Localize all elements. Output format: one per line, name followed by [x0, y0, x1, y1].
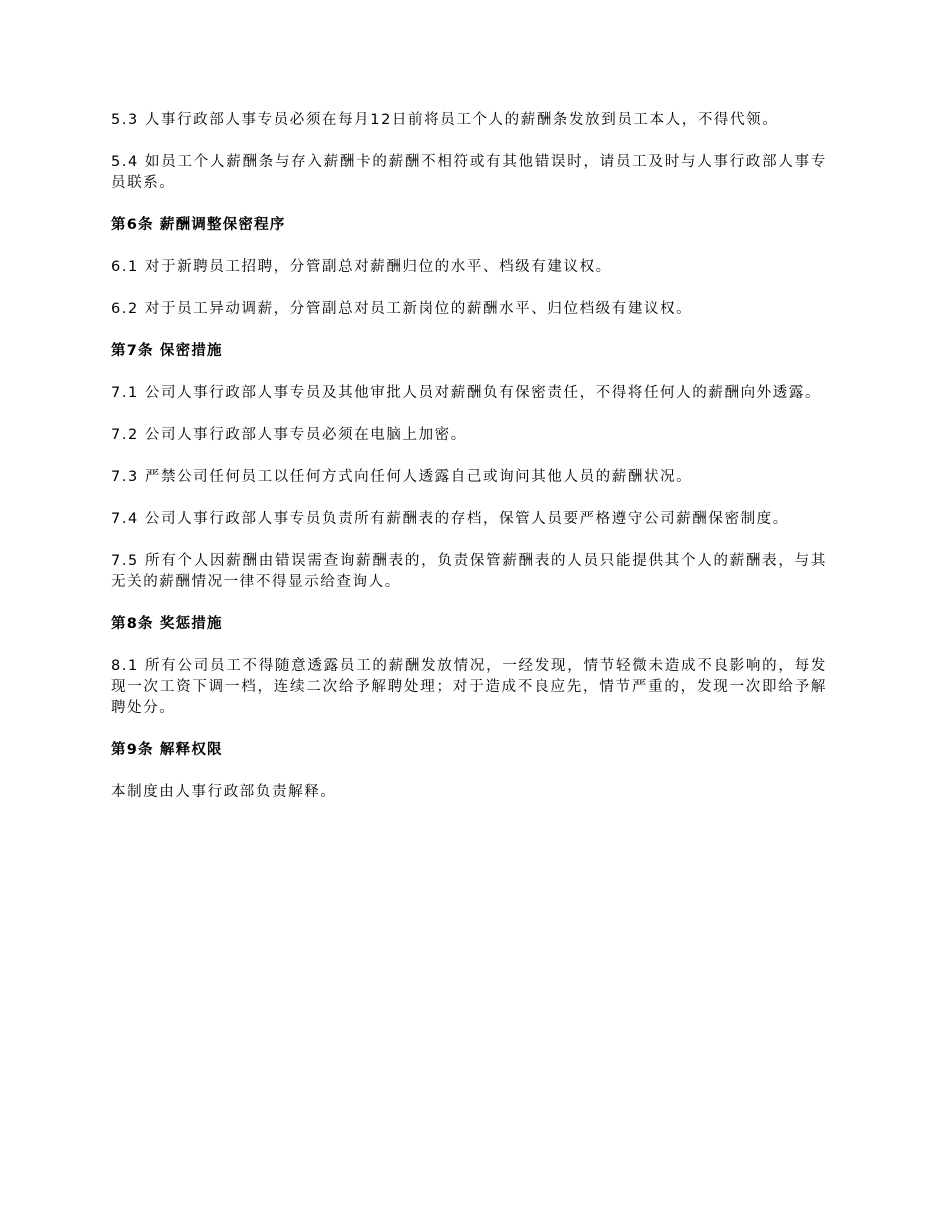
- clause-number: 6.1: [111, 259, 139, 275]
- clause-text: 对于员工异动调薪，分管副总对员工新岗位的薪酬水平、归位档级有建议权。: [144, 301, 693, 317]
- clause-5-4: [111, 152, 827, 194]
- clause-7-4: [111, 509, 827, 530]
- clause-number: 6.2: [111, 301, 139, 317]
- clause-6-2: [111, 299, 827, 320]
- clause-7-3: [111, 467, 827, 488]
- closing-statement: [111, 782, 827, 803]
- clause-number: 8.1: [111, 658, 139, 674]
- clause-number: 7.4: [111, 511, 139, 527]
- clause-text: 人事行政部人事专员必须在每月12日前将员工个人的薪酬条发放到员工本人，不得代领。: [144, 112, 779, 128]
- section-heading-8: 第8条 奖惩措施: [111, 616, 223, 632]
- clause-7-1: [111, 383, 827, 404]
- clause-text: 所有个人因薪酬由错误需查询薪酬表的，负责保管薪酬表的人员只能提供其个人的薪酬表，与其无关的薪酬情况一律不得显示给查询人。: [111, 553, 827, 590]
- section-heading-7: 第7条 保密措施: [111, 343, 223, 359]
- section-heading-6: 第6条 薪酬调整保密程序: [111, 217, 286, 233]
- clause-text: 对于新聘员工招聘，分管副总对薪酬归位的水平、档级有建议权。: [144, 259, 612, 275]
- clause-number: 7.2: [111, 427, 139, 443]
- clause-number: 5.3: [111, 112, 139, 128]
- clause-7-2: [111, 425, 827, 446]
- clause-text: 公司人事行政部人事专员及其他审批人员对薪酬负有保密责任，不得将任何人的薪酬向外透露。: [144, 385, 822, 401]
- clause-number: 7.1: [111, 385, 139, 401]
- clause-text: 本制度由人事行政部负责解释。: [111, 784, 337, 800]
- clause-7-5: [111, 551, 827, 593]
- clause-text: 如员工个人薪酬条与存入薪酬卡的薪酬不相符或有其他错误时，请员工及时与人事行政部人事专员联系。: [111, 154, 827, 191]
- clause-number: 5.4: [111, 154, 139, 170]
- clause-number: 7.5: [111, 553, 139, 569]
- clause-text: 公司人事行政部人事专员负责所有薪酬表的存档，保管人员要严格遵守公司薪酬保密制度。: [144, 511, 789, 527]
- clause-text: 严禁公司任何员工以任何方式向任何人透露自己或询问其他人员的薪酬状况。: [144, 469, 693, 485]
- clause-text: 所有公司员工不得随意透露员工的薪酬发放情况，一经发现，情节轻微未造成不良影响的，每发现一次工资下调一档，连续二次给予解聘处理；对于造成不良应先，情节严重的，发现一次即给予解聘处分。: [111, 658, 827, 716]
- clause-5-3: [111, 110, 827, 131]
- section-heading-9: 第9条 解释权限: [111, 742, 223, 758]
- clause-8-1: [111, 656, 827, 719]
- clause-number: 7.3: [111, 469, 139, 485]
- clause-6-1: [111, 257, 827, 278]
- clause-text: 公司人事行政部人事专员必须在电脑上加密。: [144, 427, 467, 443]
- document-page: [111, 110, 827, 824]
